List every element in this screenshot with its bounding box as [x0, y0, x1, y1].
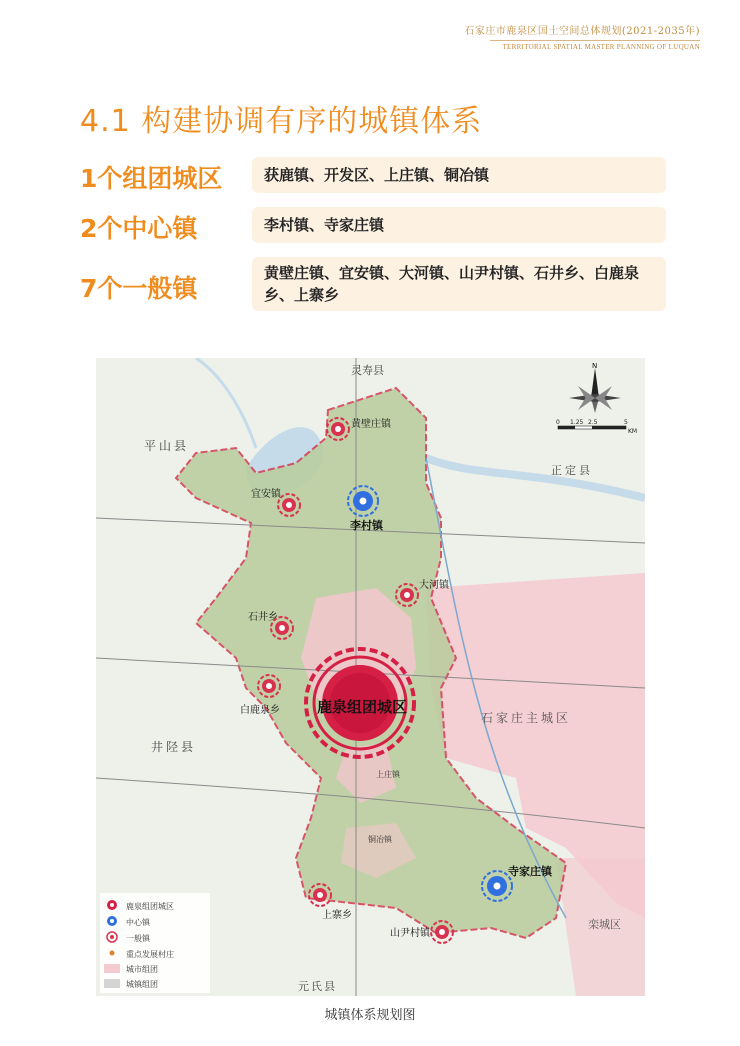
county-luancheng: 栾城区 [588, 918, 621, 931]
general-town-label: 大河镇 [419, 580, 449, 591]
map-caption: 城镇体系规划图 [324, 1008, 416, 1023]
section-title: 4.1 构建协调有序的城镇体系 [80, 104, 483, 139]
tier-row-general [80, 257, 666, 311]
header-title-cn: 石家庄市鹿泉区国土空间总体规划(2021-2035年) [464, 26, 700, 37]
legend-village-icon [110, 951, 115, 956]
map-legend [100, 893, 210, 993]
tier-row-central [80, 207, 666, 243]
scale-tick: 5 [624, 419, 628, 426]
scale-unit: KM [628, 428, 638, 435]
legend-label: 城市组团 [126, 965, 158, 974]
legend-townarea-swatch [104, 979, 120, 988]
county-jingxing: 井陉县 [151, 740, 197, 754]
tier-towns: 获鹿镇、开发区、上庄镇、铜冶镇 [252, 157, 666, 193]
legend-label: 中心镇 [126, 918, 150, 927]
general-town-label: 石井乡 [248, 612, 278, 623]
scale-bar [558, 426, 626, 429]
town-label-small: 铜冶镇 [368, 835, 392, 844]
county-zhengding: 正定县 [551, 464, 593, 477]
county-lingshou: 灵寿县 [351, 364, 384, 377]
central-town-label: 寺家庄镇 [508, 865, 552, 878]
core-town-label: 鹿泉组团城区 [316, 698, 408, 716]
legend-label: 鹿泉组团城区 [126, 902, 174, 911]
legend-label: 重点发展村庄 [126, 950, 174, 959]
general-town-label: 白鹿泉乡 [240, 705, 280, 716]
scale-tick: 0 [556, 419, 560, 426]
legend-central-icon [107, 916, 117, 926]
general-town-label: 山尹村镇 [390, 928, 430, 939]
tier-label: 2个中心镇 [80, 214, 198, 243]
legend-core-icon [107, 900, 117, 910]
town-label-small: 上庄镇 [376, 770, 400, 779]
scale-tick: 2.5 [588, 419, 598, 426]
general-town-label: 黄壁庄镇 [351, 419, 391, 430]
tier-towns: 黄壁庄镇、宜安镇、大河镇、山尹村镇、石井乡、白鹿泉乡、上寨乡 [252, 257, 666, 311]
tier-label: 1个组团城区 [80, 164, 223, 193]
central-town-label: 李村镇 [350, 519, 383, 532]
tier-label: 7个一般镇 [80, 274, 198, 303]
general-town-label: 宜安镇 [251, 489, 281, 500]
county-pingshan: 平山县 [144, 439, 190, 453]
legend-label: 一般镇 [126, 934, 150, 943]
legend-label: 城镇组团 [126, 980, 158, 989]
north-label: N [592, 362, 598, 370]
county-shijiazhuang: 石家庄主城区 [481, 711, 572, 725]
county-yuanshi: 元氏县 [298, 980, 337, 993]
header-title-en: TERRITORIAL SPATIAL MASTER PLANNING OF LUQUAN [502, 43, 700, 51]
document-header [464, 22, 700, 51]
tier-row-core [80, 157, 666, 193]
legend-urban-swatch [104, 964, 120, 973]
scale-tick: 1.25 [570, 419, 584, 426]
general-town-label: 上寨乡 [322, 910, 352, 921]
tier-towns: 李村镇、寺家庄镇 [252, 207, 666, 243]
header-divider [490, 40, 700, 41]
town-system-map [96, 358, 645, 996]
